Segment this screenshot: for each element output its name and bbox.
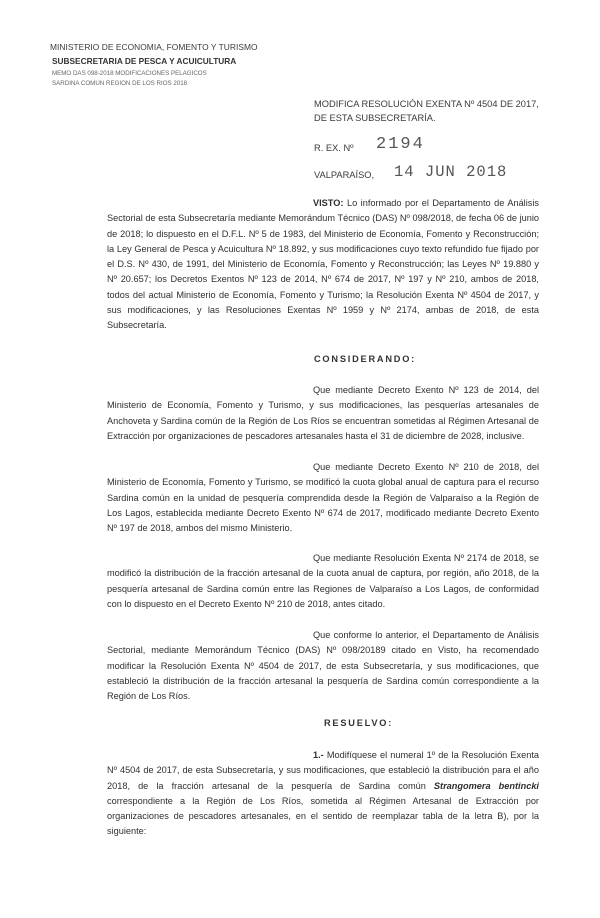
date-stamp: 14 JUN 2018	[394, 163, 508, 181]
resolution-label: R. EX. Nº	[314, 143, 354, 153]
considerando-paragraph-1: Que mediante Decreto Exento Nº 123 de 2014, del Ministerio de Economía, Fomento y Turismo, y sus modificaciones, las pesquerías artesanales de Anchoveta y Sardina común de la Región de Los Ríos se encuentran sometidas al Régimen Artesanal de Extracción por organizaciones de pescadores artesanales hasta el 31 de diciembre de 2028, inclusive.	[107, 385, 539, 441]
subsecretaria-name: SUBSECRETARIA DE PESCA Y ACUICULTURA	[52, 56, 237, 66]
resuelvo-item-1	[107, 748, 539, 840]
resuelvo-item-text-a: Modifíquese el numeral 1º de la Resolución Exenta Nº 4504 de 2017, de esta Subsecretaría, y sus modificaciones, que estableció la distribución para el año 2018, de la fracción artesanal de la pesquería de Sardina común	[107, 750, 539, 791]
resolution-number-stamp: 2194	[376, 135, 425, 154]
resuelvo-item-number: 1.-	[313, 750, 324, 760]
resuelvo-item-text-b: correspondiente a la Región de Los Ríos, sometida al Régimen Artesanal de Extracción por organizaciones de pescadores artesanales, en el sentido de reemplazar tabla de la letra B), por la siguiente:	[107, 795, 539, 837]
place-label: VALPARAÍSO,	[314, 170, 375, 180]
visto-text: Lo informado por el Departamento de Análisis Sectorial de esta Subsecretaría mediante Memorándum Técnico (DAS) Nº 098/2018, de fecha 06 de junio de 2018; lo dispuesto en el D.F.L. Nº 5 de 1983, del Ministerio de Economía, Fomento y Reconstrucción; la Ley General de Pesca y Acuicultura Nº 18.892, y sus modificaciones cuyo texto refundido fue fijado por el D.S. Nº 430, de 1991, del Ministerio de Economía, Fomento y Reconstrucción; las Leyes Nº 19.880 y Nº 20.657; los Decretos Exentos Nº 123 de 2014, Nº 674 de 2017, Nº 197 y Nº 210, ambos de 2018, todos del actual Ministerio de Economía, Fomento y Turismo; la Resolución Exenta Nº 4504 de 2017, y sus modificaciones, y las Resoluciones Exentas Nº 1959 y Nº 2174, ambas de 2018, de esta Subsecretaría.	[107, 198, 539, 331]
considerando-heading: CONSIDERANDO:	[314, 354, 417, 364]
considerando-paragraph-3: Que mediante Resolución Exenta Nº 2174 de 2018, se modificó la distribución de la fracción artesanal de la cuota anual de captura, por región, año 2018, de la pesquería artesanal de Sardina común entre las Regiones de Valparaíso a Los Lagos, de conformidad con lo dispuesto en el Decreto Exento Nº 210 de 2018, antes citado.	[107, 553, 539, 609]
resuelvo-heading: RESUELVO:	[324, 718, 394, 728]
memo-reference: MEMO DAS 098-2018 MODIFICACIONES PELAGICOS	[52, 70, 207, 77]
species-name: Strangomera bentincki	[433, 780, 539, 791]
ministry-name: MINISTERIO DE ECONOMIA, FOMENTO Y TURISMO	[50, 42, 258, 52]
visto-paragraph	[107, 196, 539, 334]
region-reference: SARDINA COMUN REGION DE LOS RIOS 2018	[52, 80, 188, 87]
considerando-paragraph-4: Que conforme lo anterior, el Departamento de Análisis Sectorial, mediante Memorándum Técnico (DAS) Nº 098/20189 citado en Visto, ha recomendado modificar la Resolución Exenta Nº 4504 de 2017, de esta Subsecretaría, y sus modificaciones, que estableció la distribución de la fracción artesanal la pesquería de Sardina común correspondiente a la Región de Los Ríos.	[107, 630, 539, 702]
considerando-paragraph-2: Que mediante Decreto Exento Nº 210 de 2018, del Ministerio de Economía, Fomento y Turismo, se modificó la cuota global anual de captura para el recurso Sardina común en la unidad de pesquería comprendida desde la Región de Valparaíso a la Región de Los Lagos, establecida mediante Decreto Exento Nº 674 de 2017, modificado mediante Decreto Exento Nº 197 de 2018, ambos del mismo Ministerio.	[107, 462, 539, 534]
document-title-line1: MODIFICA RESOLUCIÓN EXENTA Nº 4504 DE 2017,	[314, 99, 539, 109]
visto-label: VISTO:	[313, 198, 344, 208]
document-title-line2: DE ESTA SUBSECRETARÍA.	[314, 113, 436, 123]
